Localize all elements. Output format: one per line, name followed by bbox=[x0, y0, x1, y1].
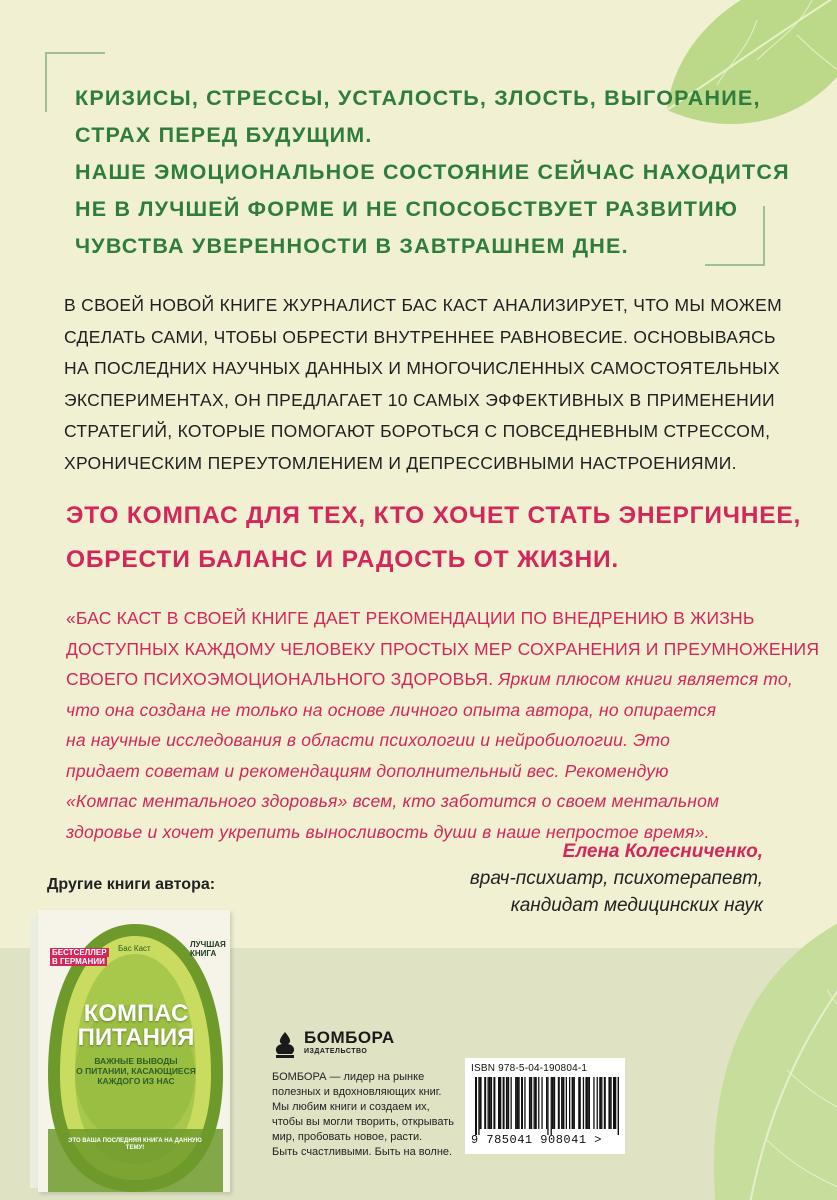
intro-text bbox=[75, 80, 790, 265]
publisher-name: БОМБОРА bbox=[304, 1028, 395, 1047]
barcode-bar bbox=[578, 1077, 579, 1129]
quote-attribution bbox=[470, 838, 763, 919]
barcode-bar bbox=[507, 1077, 509, 1129]
barcode-bar bbox=[613, 1077, 615, 1129]
bombora-logo-icon bbox=[272, 1030, 298, 1060]
barcode-bar bbox=[558, 1077, 560, 1129]
barcode-bar bbox=[491, 1077, 492, 1129]
barcode-bar bbox=[551, 1077, 552, 1135]
description-line: НА ПОСЛЕДНИХ НАУЧНЫХ ДАННЫХ И МНОГОЧИСЛЕННЫХ САМОСТОЯТЕЛЬНЫХ bbox=[64, 358, 780, 378]
barcode-bar bbox=[498, 1077, 500, 1129]
best-book-badge: ЛУЧШАЯ КНИГА bbox=[190, 940, 226, 958]
barcode-bar bbox=[518, 1077, 519, 1129]
barcode-bar bbox=[604, 1077, 606, 1129]
quote-line: «Компас ментального здоровья» всем, кто заботится о своем ментальном bbox=[66, 791, 720, 811]
frame-corner-top-left bbox=[45, 52, 105, 54]
barcode-bar bbox=[529, 1077, 530, 1129]
barcode-bar bbox=[608, 1077, 610, 1129]
barcode-bar bbox=[538, 1077, 539, 1129]
quote-author-name: Елена Колесниченко, bbox=[562, 841, 763, 862]
intro-line: ЧУВСТВА УВЕРЕННОСТИ В ЗАВТРАШНЕМ ДНЕ. bbox=[75, 234, 629, 258]
barcode-bar bbox=[493, 1077, 495, 1129]
quote-line: ДОСТУПНЫХ КАЖДОМУ ЧЕЛОВЕКУ ПРОСТЫХ МЕР СОХРАНЕНИЯ И ПРЕУМНОЖЕНИЯ bbox=[66, 638, 820, 659]
barcode-bar bbox=[561, 1077, 562, 1129]
barcode-bar bbox=[572, 1077, 574, 1129]
barcode-bar bbox=[562, 1077, 564, 1129]
quote-fragment: СВОЕГО ПСИХОЭМОЦИОНАЛЬНОГО ЗДОРОВЬЯ. bbox=[66, 669, 494, 689]
barcode-bar bbox=[516, 1077, 518, 1129]
barcode-bar bbox=[601, 1077, 602, 1129]
barcode-bar bbox=[503, 1077, 505, 1129]
bestseller-badge: БЕСТСЕЛЛЕР В ГЕРМАНИИ bbox=[52, 948, 107, 966]
barcode-bar bbox=[534, 1077, 535, 1129]
description-line: В СВОЕЙ НОВОЙ КНИГЕ ЖУРНАЛИСТ БАС КАСТ АНАЛИЗИРУЕТ, ЧТО МЫ МОЖЕМ bbox=[64, 295, 782, 315]
intro-line: КРИЗИСЫ, СТРЕССЫ, УСТАЛОСТЬ, ЗЛОСТЬ, ВЫГОРАНИЕ, bbox=[75, 86, 761, 110]
barcode-bar bbox=[553, 1077, 555, 1129]
publisher-subtitle: ИЗДАТЕЛЬСТВО bbox=[304, 1048, 368, 1055]
barcode-bar bbox=[547, 1077, 548, 1135]
barcode-bar bbox=[500, 1077, 501, 1129]
barcode-bar bbox=[585, 1077, 587, 1129]
barcode-bar bbox=[535, 1077, 537, 1129]
quote-line: «БАС КАСТ В СВОЕЙ КНИГЕ ДАЕТ РЕКОМЕНДАЦИИ ПО ВНЕДРЕНИЮ В ЖИЗНЬ bbox=[66, 608, 755, 628]
barcode-bar bbox=[597, 1077, 598, 1129]
book-author: Бас Каст bbox=[118, 944, 151, 953]
quote-fragment-italic: Ярким плюсом книги является то, bbox=[493, 669, 793, 689]
quote-line: здоровье и хочет укрепить выносливость души в наше непростое время». bbox=[66, 821, 710, 842]
description-line: ХРОНИЧЕСКИМ ПЕРЕУТОМЛЕНИЕМ И ДЕПРЕССИВНЫМИ НАСТРОЕНИЯМИ. bbox=[64, 452, 737, 473]
barcode-bar bbox=[566, 1077, 567, 1129]
publisher-block bbox=[272, 1030, 467, 1160]
highlight-line: ЭТО КОМПАС ДЛЯ ТЕХ, КТО ХОЧЕТ СТАТЬ ЭНЕРГИЧНЕЕ, bbox=[66, 502, 802, 529]
other-book-cover bbox=[30, 910, 230, 1192]
description-line: СТРАТЕГИЙ, КОТОРЫЕ ПОМОГАЮТ БОРОТЬСЯ С ПОВСЕДНЕВНЫМ СТРЕССОМ, bbox=[64, 421, 771, 441]
barcode-bar bbox=[511, 1077, 512, 1129]
barcode-bar bbox=[589, 1077, 590, 1129]
barcode-bar bbox=[530, 1077, 532, 1129]
barcode-bar bbox=[480, 1077, 482, 1129]
isbn-barcode bbox=[465, 1058, 625, 1154]
book-front bbox=[38, 910, 230, 1192]
book-description bbox=[64, 290, 784, 479]
book-title: КОМПАС ПИТАНИЯ bbox=[77, 1000, 195, 1051]
barcode-bar bbox=[593, 1077, 594, 1129]
publisher-description: БОМБОРА — лидер на рынке полезных и вдохновляющих книг. Мы любим книги и создаем их, чтобы вы могли творить, открывать мир, пробовать новое, расти. Быть счастливыми. Быть на волне. bbox=[272, 1071, 455, 1158]
barcode-bar bbox=[541, 1077, 542, 1129]
highlight-statement bbox=[66, 494, 806, 582]
book-blurb: ЭТО ВАША ПОСЛЕДНЯЯ КНИГА НА ДАННУЮ ТЕМУ! bbox=[68, 1138, 202, 1151]
barcode-bar bbox=[599, 1077, 601, 1129]
barcode-bar bbox=[574, 1077, 575, 1129]
barcode-bar bbox=[524, 1077, 525, 1129]
quote-line: что она создана не только на основе личного опыта автора, но опирается bbox=[66, 699, 717, 720]
review-quote bbox=[66, 603, 820, 847]
barcode-bar bbox=[489, 1077, 491, 1129]
intro-line: СТРАХ ПЕРЕД БУДУЩИМ. bbox=[75, 123, 373, 147]
barcode-bar bbox=[546, 1077, 547, 1129]
quote-line-mixed bbox=[66, 664, 793, 695]
intro-line: НЕ В ЛУЧШЕЙ ФОРМЕ И НЕ СПОСОБСТВУЕТ РАЗВИТИЮ bbox=[75, 197, 739, 221]
other-books-label: Другие книги автора: bbox=[47, 876, 216, 893]
barcode-bar bbox=[488, 1077, 489, 1129]
barcode-bar bbox=[515, 1077, 516, 1129]
barcode-bar bbox=[615, 1077, 616, 1129]
description-line: СДЕЛАТЬ САМИ, ЧТОБЫ ОБРЕСТИ ВНУТРЕННЕЕ РАВНОВЕСИЕ. ОСНОВЫВАЯСЬ bbox=[64, 326, 776, 347]
barcode-bar bbox=[569, 1077, 570, 1129]
barcode-bar bbox=[618, 1077, 619, 1135]
barcode-bar bbox=[475, 1077, 477, 1135]
barcode-bar bbox=[478, 1077, 479, 1135]
frame-corner-top-left-vertical bbox=[45, 52, 47, 112]
barcode-digits: 9 785041 908041 > bbox=[471, 1133, 602, 1147]
barcode-bar bbox=[521, 1077, 523, 1129]
leaf-illustration-bottom bbox=[657, 900, 837, 1200]
book-subtitle: ВАЖНЫЕ ВЫВОДЫ О ПИТАНИИ, КАСАЮЩИЕСЯ КАЖДОГО ИЗ НАС bbox=[76, 1056, 196, 1086]
publisher-logo bbox=[272, 1030, 467, 1060]
quote-author-role: кандидат медицинских наук bbox=[510, 895, 763, 916]
barcode-bar bbox=[610, 1077, 611, 1129]
highlight-line: ОБРЕСТИ БАЛАНС И РАДОСТЬ ОТ ЖИЗНИ. bbox=[66, 546, 619, 573]
barcode-bar bbox=[583, 1077, 584, 1129]
barcode-graphic bbox=[471, 1077, 619, 1135]
barcode-bar bbox=[587, 1077, 588, 1129]
quote-line: придает советам и рекомендациям дополнительный вес. Рекомендую bbox=[66, 760, 669, 781]
barcode-bar bbox=[484, 1077, 486, 1129]
intro-line: НАШЕ ЭМОЦИОНАЛЬНОЕ СОСТОЯНИЕ СЕЙЧАС НАХОДИТСЯ bbox=[75, 160, 790, 184]
quote-line: на научные исследования в области психологии и нейробиологии. Это bbox=[66, 730, 671, 750]
quote-author-role: врач-психиатр, психотерапевт, bbox=[469, 868, 763, 889]
isbn-number: ISBN 978-5-04-190804-1 bbox=[471, 1063, 588, 1074]
frame-corner-bottom-right-vertical bbox=[763, 206, 765, 266]
barcode-bar bbox=[552, 1077, 553, 1129]
barcode-bar bbox=[580, 1077, 581, 1129]
barcode-bar bbox=[506, 1077, 507, 1129]
description-line: ЭКСПЕРИМЕНТАХ, ОН ПРЕДЛАГАЕТ 10 САМЫХ ЭФФЕКТИВНЫХ В ПРИМЕНЕНИИ bbox=[64, 389, 775, 410]
